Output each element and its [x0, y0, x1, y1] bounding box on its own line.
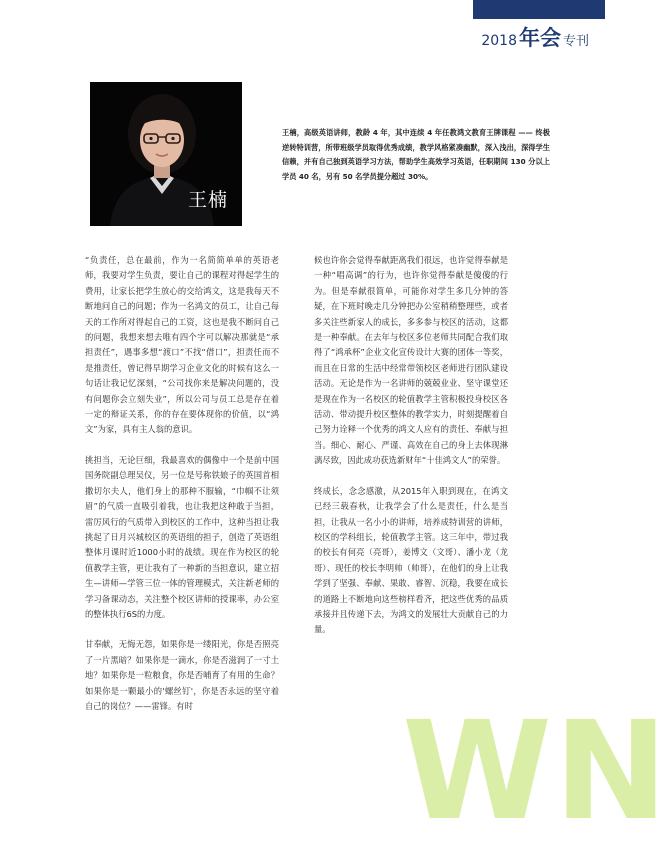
issue-title-suffix: 专刊 — [562, 34, 589, 49]
article-paragraph: 候也许你会觉得奉献距离我们很远，也许觉得奉献是一种“唱高调”的行为，也许你觉得奉献是傻傻的行为。但是奉献很简单，可能你对学生多几分钟的答疑，在下班时晚走几分钟把办公室稍稍整理些，或者多关注些新家人的成长，多多参与校区的活动，这都是一种奉献。在去年与校区多位老师共同配合我们取得了“鸿承杯”企业文化宣传设计大赛的团体一等奖，而且在日常的生活中经常带领校区老师进行团队建设活动。无论是作为一名讲师的兢兢业业、坚守课堂还是现在作为一名校区的轮值教学主管积极投身校区各活动、带动提升校区整体的教学实力，时刻提醒着自己努力诠释一个优秀的鸿文人应有的责任、奉献与担当。细心、耐心、严谨、高效在自己的身上去体现淋漓尽致，因此成功获选新财年“十佳鸿文人”的荣誉。 — [314, 255, 508, 466]
article-paragraph: 终成长，念念感激，从2015年入职到现在，在鸿文已经三载春秋，让我学会了什么是责任，什么是当担，让我从一名小小的讲师，培养成特训营的讲师，校区的学科组长，轮值教学主管。这三年中，带过我的校长有何亮（亮哥），姜博文（文哥）、潘小龙（龙哥）、现任的校长李明帅（帅哥），在他们的身上让我学到了坚强、奉献、果敢、睿智、沉稳，我要在成长的道路上不断地向这些榜样看齐，把这些优秀的品质承接并且传递下去，为鸿文的发展壮大贡献自己的力量。 — [314, 485, 508, 635]
issue-title — [481, 24, 589, 56]
article-column-right — [314, 253, 508, 638]
issue-year: 2018 — [481, 33, 517, 49]
profile-bio: 王楠，高级英语讲师，教龄 4 年，其中连续 4 年任教鸿文教育王牌课程 —— 终极逆转特训营，所带班级学员取得优秀成绩，教学风格紧凑幽默，深入浅出，深得学生信赖，并有自己独到英语学习方法，帮助学生高效学习英语，任职期间 130 分以上学员 40 名，另有 50 名学员提分超过 30%。 — [282, 128, 550, 182]
article-column-left — [85, 253, 279, 714]
article-paragraph: 甘奉献，无悔无怨，如果你是一缕阳光，你是否照亮了一片黑暗？如果你是一滴水，你是否滋润了一寸土地？如果你是一粒粮食，你是否哺育了有用的生命？如果你是一颗最小的'螺丝钉'，你是否永远的坚守着自己的岗位？——雷锋。有时 — [85, 639, 279, 711]
article-paragraph: “负责任，总在最前，作为一名简简单单的英语老师，我要对学生负责，要让自己的课程对得起学生的费用，让家长把学生放心的交给鸿文，这是我每天不断地问自己的问题；作为一名鸿文的员工，让自己每天的工作所对得起自己的工资，这也是我不断问自己的问题，我想来想去唯有四个字可以解决那就是“承担责任”，遇事多想“渡口”不找“借口”，担责任而不是推责任，曾记得早期学习企业文化的时候有这么一句话让我记忆深刻，“公司找你来是解决问题的，没有问题你会立刻失业”，所以公司与员工总是存在着一定的辩证关系，你的存在要体现你的价值，以“鸿文”为家，具有主人翁的意识。 — [85, 255, 279, 435]
article-paragraph: 挑担当，无论巨细，我最喜欢的偶像中一个是前中国国务院副总理吴仪，另一位是号称铁娘子的英国首相撒切尔夫人，他们身上的那种不服输，“巾帼不让须眉”的气质一直吸引着我，也让我把这种敢于当担，雷厉风行的气质带入到校区的工作中，这种当担让我挑起了日月兴城校区的英语组的担子，创造了英语组整体月课时近1000小时的战绩。现在作为校区的轮值教学主管，更让我有了一种新的当担意识，建立招生—讲师—学管三位一体的管理模式，关注新老师的学习备课动态，关注整个校区讲师的授课率，办公室的整体执行6S的力度。 — [85, 454, 279, 619]
portrait-name-label: 王楠 — [187, 189, 228, 211]
initials-watermark: WN — [402, 693, 670, 851]
portrait-photo — [90, 82, 242, 226]
header-color-bar — [473, 0, 605, 19]
issue-title-bold: 年会 — [518, 26, 561, 50]
